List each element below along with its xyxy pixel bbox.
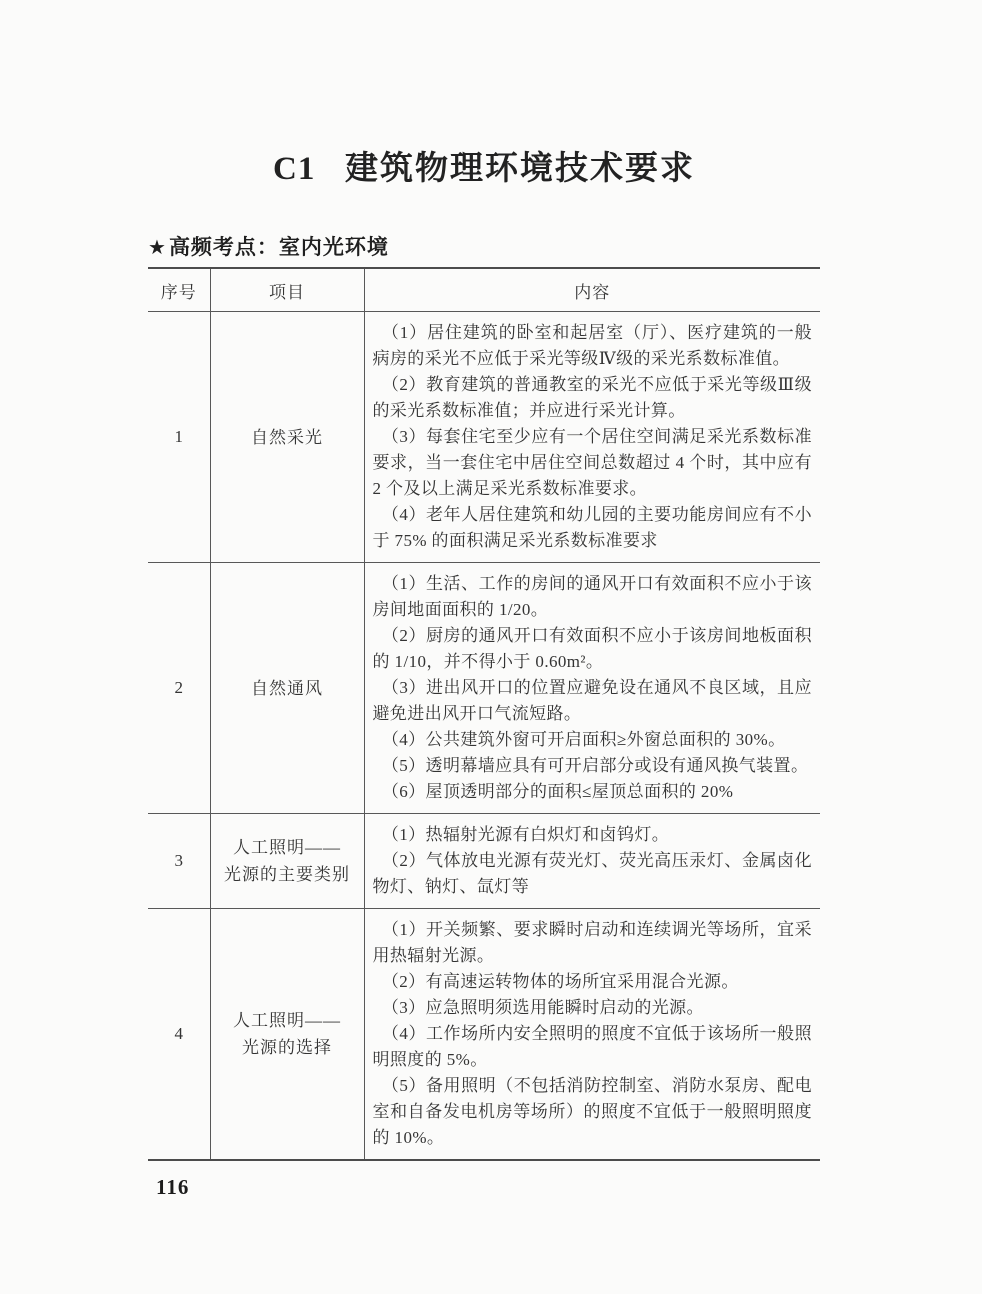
row-content bbox=[364, 312, 820, 563]
row-item bbox=[210, 563, 364, 814]
page-title bbox=[148, 142, 820, 189]
page-content bbox=[148, 0, 820, 1200]
content-paragraph: （6）屋顶透明部分的面积≤屋顶总面积的 20% bbox=[381, 782, 734, 801]
table-row bbox=[148, 563, 820, 814]
content-paragraph: （2）气体放电光源有荧光灯、荧光高压汞灯、金属卤化物灯、钠灯、氙灯等 bbox=[372, 851, 812, 896]
column-header-item: 项目 bbox=[210, 268, 364, 312]
row-item bbox=[210, 814, 364, 909]
chapter-title-text: 建筑物理环境技术要求 bbox=[345, 151, 696, 187]
table-header-row bbox=[148, 268, 820, 312]
content-paragraph: （1）开关频繁、要求瞬时启动和连续调光等场所，宜采用热辐射光源。 bbox=[372, 920, 812, 965]
content-paragraph: （2）教育建筑的普通教室的采光不应低于采光等级Ⅲ级的采光系数标准值；并应进行采光计算。 bbox=[372, 375, 812, 420]
row-number: 1 bbox=[148, 312, 210, 563]
column-header-content: 内容 bbox=[364, 268, 820, 312]
chapter-number: C1 bbox=[272, 151, 316, 187]
row-number: 3 bbox=[148, 814, 210, 909]
requirements-table bbox=[148, 267, 820, 1161]
content-paragraph: （4）工作场所内安全照明的照度不宜低于该场所一般照明照度的 5%。 bbox=[372, 1024, 812, 1069]
section-heading bbox=[148, 231, 820, 261]
content-paragraph: （4）老年人居住建筑和幼儿园的主要功能房间应有不小于 75% 的面积满足采光系数标准要求 bbox=[372, 505, 812, 550]
row-content bbox=[364, 909, 820, 1161]
table-row bbox=[148, 909, 820, 1161]
row-number: 4 bbox=[148, 909, 210, 1161]
column-header-no: 序号 bbox=[148, 268, 210, 312]
content-paragraph: （1）生活、工作的房间的通风开口有效面积不应小于该房间地面面积的 1/20。 bbox=[372, 574, 812, 619]
content-paragraph: （3）进出风开口的位置应避免设在通风不良区域，且应避免进出风开口气流短路。 bbox=[372, 678, 812, 723]
item-line: 人工照明—— bbox=[233, 1011, 341, 1030]
page-number: 116 bbox=[156, 1175, 190, 1199]
item-line: 人工照明—— bbox=[233, 838, 341, 857]
section-heading-text: 高频考点：室内光环境 bbox=[168, 236, 389, 259]
row-content bbox=[364, 563, 820, 814]
item-line: 自然采光 bbox=[251, 427, 323, 447]
row-item bbox=[210, 312, 364, 563]
content-paragraph: （2）有高速运转物体的场所宜采用混合光源。 bbox=[381, 972, 739, 991]
item-line: 自然通风 bbox=[251, 678, 323, 698]
content-paragraph: （2）厨房的通风开口有效面积不应小于该房间地板面积的 1/10，并不得小于 0.60m²。 bbox=[372, 626, 812, 671]
row-item bbox=[210, 909, 364, 1161]
content-paragraph: （4）公共建筑外窗可开启面积≥外窗总面积的 30%。 bbox=[381, 730, 786, 749]
row-content bbox=[364, 814, 820, 909]
table-row bbox=[148, 814, 820, 909]
table-row bbox=[148, 312, 820, 563]
content-paragraph: （3）每套住宅至少应有一个居住空间满足采光系数标准要求，当一套住宅中居住空间总数超过 4 个时，其中应有 2 个及以上满足采光系数标准要求。 bbox=[372, 427, 812, 498]
content-paragraph: （1）居住建筑的卧室和起居室（厅）、医疗建筑的一般病房的采光不应低于采光等级Ⅳ级的采光系数标准值。 bbox=[372, 323, 812, 368]
content-paragraph: （3）应急照明须选用能瞬时启动的光源。 bbox=[381, 998, 704, 1017]
content-paragraph: （5）透明幕墙应具有可开启部分或设有通风换气装置。 bbox=[381, 756, 809, 775]
star-icon: ★ bbox=[148, 237, 167, 259]
content-paragraph: （1）热辐射光源有白炽灯和卤钨灯。 bbox=[381, 825, 670, 844]
item-line: 光源的选择 bbox=[242, 1038, 332, 1057]
row-number: 2 bbox=[148, 563, 210, 814]
content-paragraph: （5）备用照明（不包括消防控制室、消防水泵房、配电室和自备发电机房等场所）的照度不宜低于一般照明照度的 10%。 bbox=[372, 1076, 812, 1147]
item-line: 光源的主要类别 bbox=[224, 865, 350, 884]
